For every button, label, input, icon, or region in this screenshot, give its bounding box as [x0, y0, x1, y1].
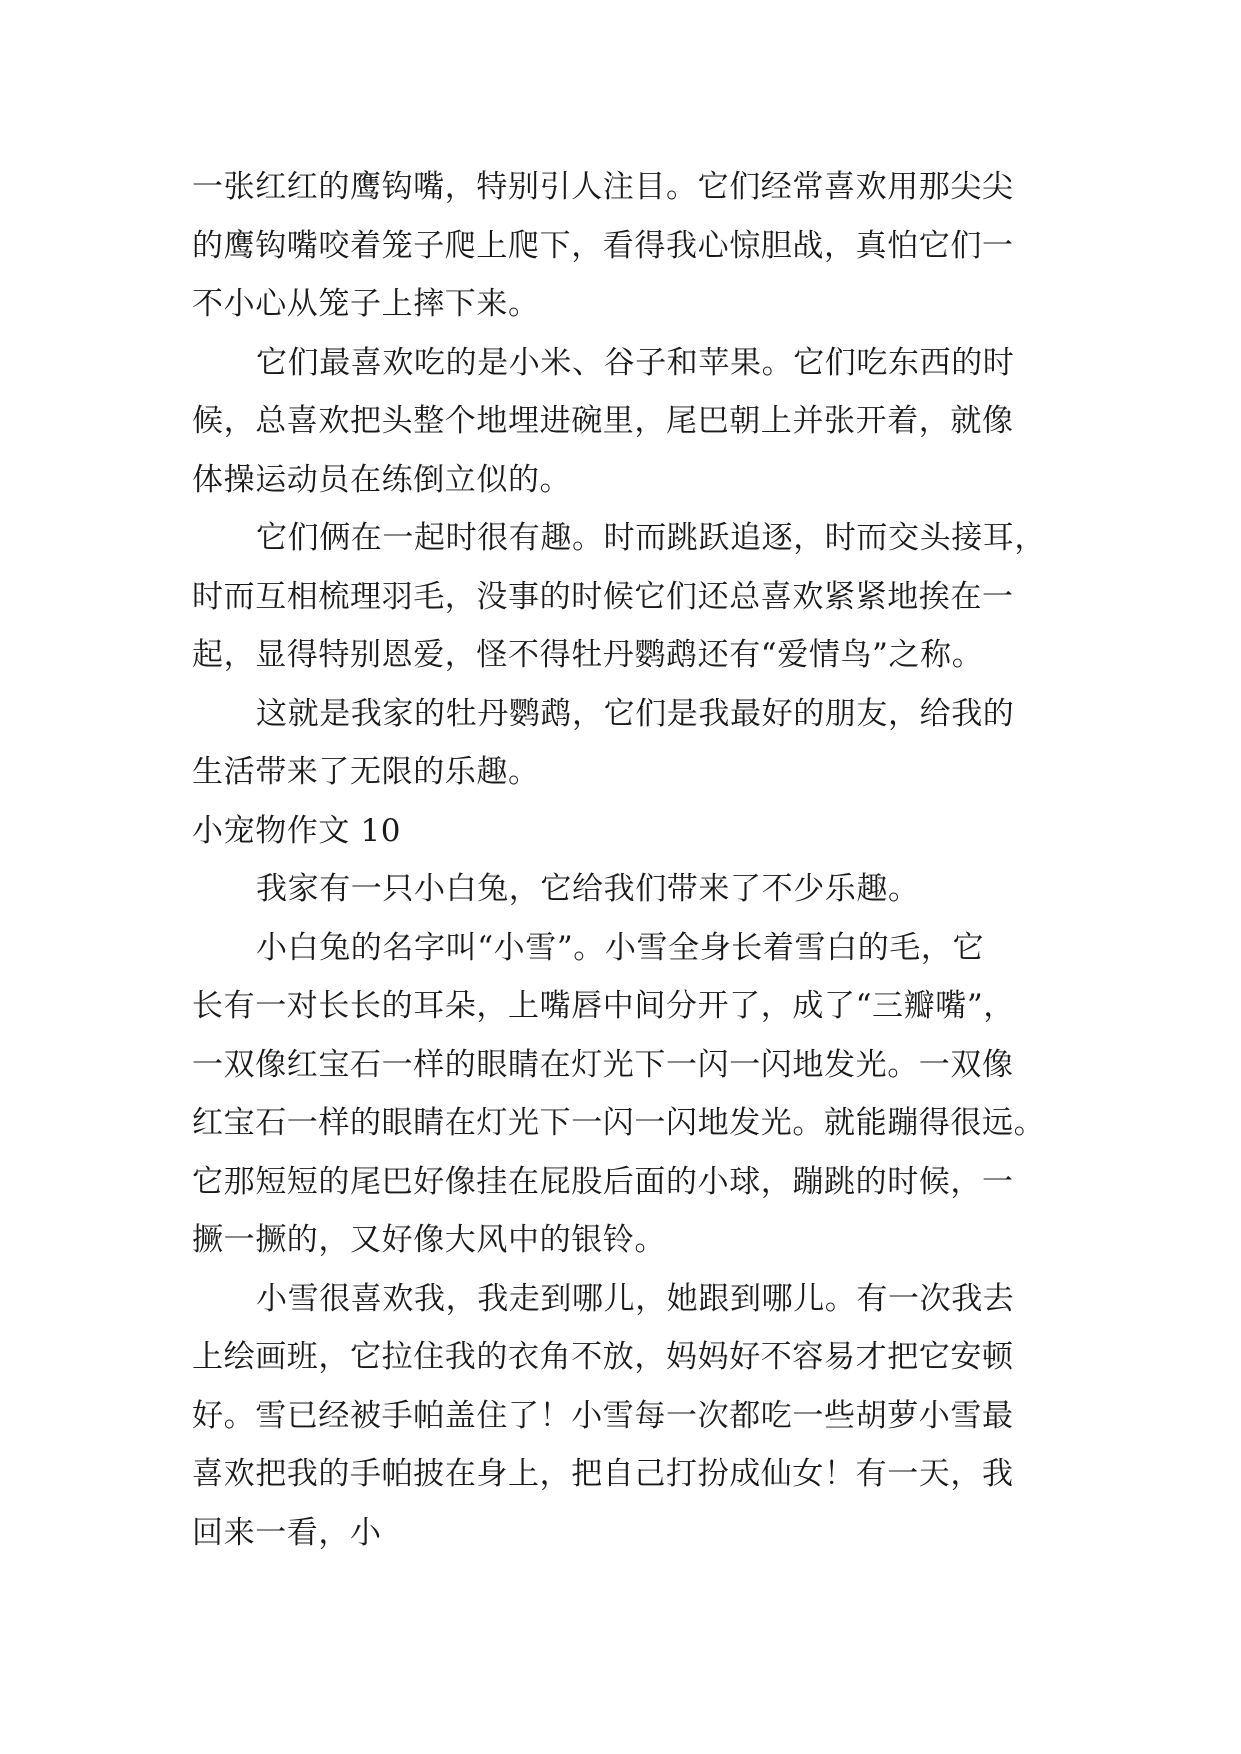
- text-line: 它们俩在一起时很有趣。时而跳跃追逐，时而交头接耳，: [256, 520, 1046, 556]
- section-heading: 小宠物作文 10: [192, 812, 402, 849]
- text-line: 生活带来了无限的乐趣。: [192, 754, 540, 790]
- text-line: 一张红红的鹰钩嘴，特别引人注目。它们经常喜欢用那尖尖: [192, 169, 1014, 205]
- text-line: 一双像红宝石一样的眼睛在灯光下一闪一闪地发光。一双像: [192, 1046, 1014, 1083]
- text-line: 候，总喜欢把头整个地埋进碗里，尾巴朝上并张开着，就像: [192, 403, 1014, 439]
- text-line: 上绘画班，它拉住我的衣角不放，妈妈好不容易才把它安顿: [192, 1339, 1014, 1375]
- text-line: 时而互相梳理羽毛，没事的时候它们还总喜欢紧紧地挨在一: [192, 578, 1014, 615]
- text-line: 它们最喜欢吃的是小米、谷子和苹果。它们吃东西的时: [256, 344, 1015, 381]
- text-line: 的鹰钩嘴咬着笼子爬上爬下，看得我心惊胆战，真怕它们一: [192, 227, 1014, 264]
- text-line: 它那短短的尾巴好像挂在屁股后面的小球，蹦跳的时候，一: [192, 1163, 1014, 1200]
- text-line: 体操运动员在练倒立似的。: [192, 461, 572, 498]
- text-line: 这就是我家的牡丹鹦鹉，它们是我最好的朋友，给我的: [256, 695, 1015, 732]
- text-line: 小白兔的名字叫“小雪”。小雪全身长着雪白的毛，它: [256, 929, 985, 966]
- text-line: 回来一看，小: [192, 1514, 382, 1551]
- text-line: 好。雪已经被手帕盖住了！小雪每一次都吃一些胡萝小雪最: [192, 1397, 1014, 1434]
- text-line: 不小心从笼子上摔下来。: [192, 286, 540, 322]
- text-line: 红宝石一样的眼睛在灯光下一闪一闪地发光。就能蹦得很远。: [192, 1105, 1046, 1141]
- text-line: 撅一撅的，又好像大风中的银铃。: [192, 1222, 666, 1258]
- text-line: 喜欢把我的手帕披在身上，把自己打扮成仙女！有一天，我: [192, 1456, 1014, 1492]
- text-line: 我家有一只小白兔，它给我们带来了不少乐趣。: [256, 871, 920, 907]
- document-body: [192, 158, 1072, 1562]
- text-line: 长有一对长长的耳朵，上嘴唇中间分开了，成了“三瓣嘴”，: [192, 988, 1015, 1024]
- text-line: 小雪很喜欢我，我走到哪儿，她跟到哪儿。有一次我去: [256, 1280, 1015, 1317]
- text-line: 起，显得特别恩爱，怪不得牡丹鹦鹉还有“爱情鸟”之称。: [192, 637, 984, 673]
